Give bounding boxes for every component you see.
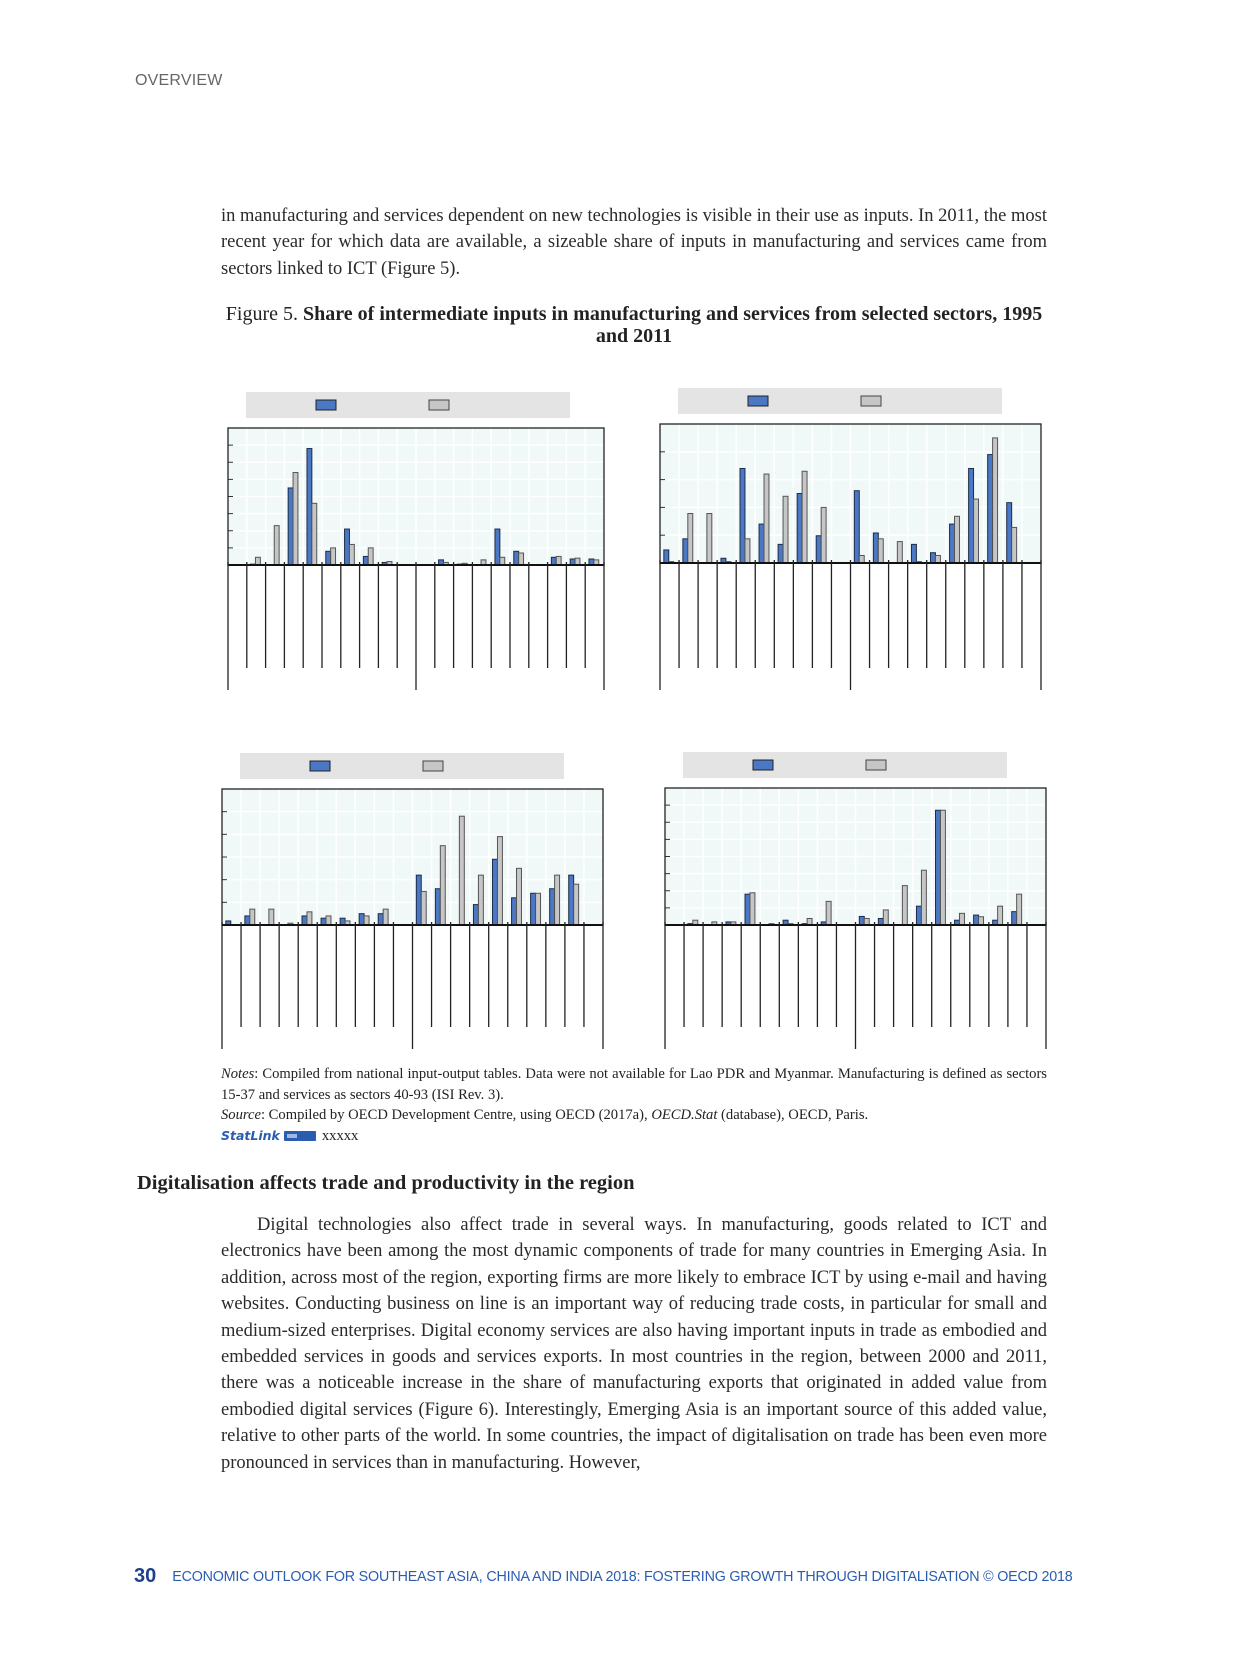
bar-series-1	[873, 533, 878, 563]
legend-swatch-series-1	[753, 760, 773, 770]
x-category-ticks	[665, 922, 1046, 1049]
bar-series-2	[519, 553, 524, 565]
bar-series-1	[302, 916, 307, 925]
bar-series-1	[683, 539, 688, 563]
bar-series-2	[826, 901, 831, 925]
legend-swatch-series-2	[423, 761, 443, 771]
bar-series-2	[274, 526, 279, 565]
bar-series-1	[326, 551, 331, 565]
gridlines	[222, 789, 603, 925]
bar-series-2	[1012, 527, 1017, 563]
notes-label: Notes	[221, 1066, 255, 1082]
running-head: OVERVIEW	[135, 72, 223, 89]
bar-series-1	[988, 455, 993, 563]
bar-series-1	[245, 916, 250, 925]
source-database: OECD.Stat	[651, 1107, 718, 1123]
legend-swatch-series-2	[861, 396, 881, 406]
bar-series-1	[664, 550, 669, 563]
bar-series-2	[250, 909, 255, 925]
notes-text: : Compiled from national input-output tables. Data were not available for Lao PDR and Myanmar. Manufacturing is defined as sectors 15-37 and services as sectors 40-93 (ISI Rev. 3).	[221, 1066, 1047, 1103]
bar-series-1	[911, 544, 916, 563]
bar-series-2	[500, 557, 505, 565]
legend-swatch-series-1	[310, 761, 330, 771]
bar-series-2	[935, 555, 940, 563]
chart-legend	[678, 388, 1002, 414]
bar-series-2	[536, 893, 541, 925]
chart-legend	[246, 392, 570, 418]
figure-title-text: Share of intermediate inputs in manufacturing and services from selected sectors, 1995 and 2011	[303, 303, 1043, 347]
statlink-label[interactable]: StatLink	[221, 1127, 280, 1143]
bar-series-1	[1007, 503, 1012, 563]
legend-swatch-series-1	[316, 400, 336, 410]
bar-series-2	[745, 539, 750, 563]
bar-series-1	[569, 875, 574, 925]
bar-series-1	[416, 875, 421, 925]
source-line	[221, 1105, 1047, 1126]
bar-series-1	[321, 918, 326, 925]
bar-series-2	[921, 870, 926, 925]
bar-series-1	[969, 468, 974, 563]
chart-legend	[683, 752, 1007, 778]
legend-swatch-series-2	[866, 760, 886, 770]
bar-series-2	[940, 810, 945, 925]
bar-series-2	[574, 884, 579, 925]
x-category-ticks	[222, 922, 603, 1049]
notes-line	[221, 1064, 1047, 1105]
bar-series-1	[363, 556, 368, 565]
bar-series-2	[421, 891, 426, 925]
bar-series-1	[936, 810, 941, 925]
bar-series-1	[778, 544, 783, 563]
bar-series-2	[750, 893, 755, 925]
bar-series-2	[993, 438, 998, 563]
chart-legend	[240, 753, 564, 779]
bar-series-1	[473, 905, 478, 925]
statlink-logo-icon[interactable]	[284, 1131, 316, 1141]
bar-series-2	[368, 548, 373, 565]
bar-series-1	[950, 524, 955, 563]
bar-series-2	[255, 557, 260, 565]
x-category-ticks	[228, 562, 604, 690]
bar-series-2	[821, 507, 826, 563]
bar-series-2	[883, 910, 888, 925]
bar-series-2	[1017, 894, 1022, 925]
bar-series-2	[960, 913, 965, 925]
gridlines	[228, 428, 604, 565]
bar-series-2	[307, 912, 312, 925]
bar-series-1	[1012, 912, 1017, 925]
gridlines	[660, 424, 1041, 563]
bar-series-2	[312, 503, 317, 565]
bar-series-1	[745, 894, 750, 925]
bar-series-2	[783, 496, 788, 563]
bar-series-2	[859, 555, 864, 563]
bar-series-2	[497, 837, 502, 925]
chart-2-svg	[652, 384, 1047, 698]
source-label: Source	[221, 1107, 261, 1123]
statlink-code[interactable]: xxxxx	[321, 1127, 359, 1144]
bar-series-2	[688, 514, 693, 563]
bar-series-1	[288, 488, 293, 565]
bar-series-1	[378, 914, 383, 925]
bar-series-2	[955, 516, 960, 563]
bar-series-1	[307, 449, 312, 565]
legend-swatch-series-2	[429, 400, 449, 410]
bar-series-2	[331, 548, 336, 565]
bar-series-1	[859, 916, 864, 925]
chart-panel-2	[652, 384, 1047, 698]
bar-series-2	[802, 471, 807, 563]
chart-panel-3	[214, 749, 609, 1057]
bar-series-1	[514, 551, 519, 565]
bar-series-1	[493, 859, 498, 925]
bar-series-1	[551, 557, 556, 565]
bar-series-2	[293, 473, 298, 565]
legend-box	[683, 752, 1007, 778]
bar-series-2	[998, 906, 1003, 925]
bar-series-2	[974, 499, 979, 563]
section-heading: Digitalisation affects trade and productivity in the region	[137, 1172, 635, 1194]
bar-series-2	[556, 556, 561, 565]
figure-label: Figure 5.	[225, 303, 304, 325]
bar-series-2	[364, 916, 369, 925]
bar-series-1	[797, 494, 802, 564]
source-text-2: (database), OECD, Paris.	[717, 1107, 869, 1123]
intro-paragraph: in manufacturing and services dependent on new technologies is visible in their use as inputs. In 2011, the most recent year for which data are available, a sizeable share of inputs in manufacturing and services came from sectors linked to ICT (Figure 5).	[221, 206, 1047, 279]
body-paragraph: Digital technologies also affect trade in several ways. In manufacturing, goods related to ICT and electronics have been among the most dynamic components of trade for many countries in Emerging Asia. In addition, across most of the region, exporting firms are more likely to embrace ICT by using e-mail and having websites. Conducting business on line is an important way of reducing trade costs, in particular for small and medium-sized enterprises. Digital economy services are also having important inputs in trade as embodied and embedded services in goods and services exports. In most countries in the region, between 2000 and 2011, there was a noticeable increase in the share of manufacturing exports that originated in added value from embodied digital services (Figure 6). Interestingly, Emerging Asia is an important source of this added value, relative to other parts of the world. In some countries, the impact of digitalisation on trade has been even more pronounced in services than in manufacturing. However,	[221, 1215, 1047, 1473]
bar-series-2	[478, 875, 483, 925]
bar-series-2	[575, 558, 580, 565]
bar-series-1	[531, 893, 536, 925]
bar-series-1	[495, 529, 500, 565]
chart-4-svg	[657, 748, 1052, 1057]
bar-series-2	[349, 544, 354, 565]
bar-series-1	[816, 536, 821, 563]
bar-series-1	[916, 906, 921, 925]
bar-series-2	[440, 846, 445, 925]
bar-series-1	[359, 914, 364, 925]
bar-series-2	[902, 886, 907, 925]
source-text-1: : Compiled by OECD Development Centre, using OECD (2017a),	[260, 1107, 652, 1123]
chart-panel-4	[657, 748, 1052, 1057]
bar-series-1	[512, 898, 517, 925]
bar-series-2	[555, 875, 560, 925]
chart-panel-1	[220, 388, 610, 698]
bar-series-1	[550, 889, 555, 925]
bar-series-1	[340, 918, 345, 925]
footer-title: ECONOMIC OUTLOOK FOR SOUTHEAST ASIA, CHINA AND INDIA 2018: FOSTERING GROWTH THROUGH DIGITALISATION © OECD 2018	[172, 1569, 1073, 1585]
bar-series-2	[897, 542, 902, 563]
page-number: 30	[134, 1565, 157, 1587]
bar-series-2	[878, 539, 883, 563]
chart-1-svg	[220, 388, 610, 698]
bar-series-2	[517, 868, 522, 925]
bar-series-1	[435, 889, 440, 925]
bar-series-1	[854, 491, 859, 563]
gridlines	[665, 788, 1046, 925]
bar-series-2	[979, 917, 984, 925]
bar-series-2	[383, 909, 388, 925]
figure-title	[221, 303, 1047, 347]
bar-series-2	[326, 916, 331, 925]
statlink-line[interactable]	[221, 1126, 1047, 1147]
bar-series-2	[269, 909, 274, 925]
legend-box	[246, 392, 570, 418]
bar-series-2	[707, 514, 712, 563]
legend-box	[240, 753, 564, 779]
legend-box	[678, 388, 1002, 414]
bar-series-1	[931, 553, 936, 563]
chart-3-svg	[214, 749, 609, 1057]
bar-series-1	[974, 915, 979, 925]
figure-notes	[221, 1064, 1047, 1146]
legend-swatch-series-1	[748, 396, 768, 406]
bar-series-1	[759, 524, 764, 563]
bar-series-2	[764, 474, 769, 563]
x-category-ticks	[660, 560, 1041, 690]
bar-series-2	[459, 816, 464, 925]
bar-series-1	[740, 468, 745, 563]
page-footer	[134, 1565, 1073, 1588]
bar-series-1	[345, 529, 350, 565]
